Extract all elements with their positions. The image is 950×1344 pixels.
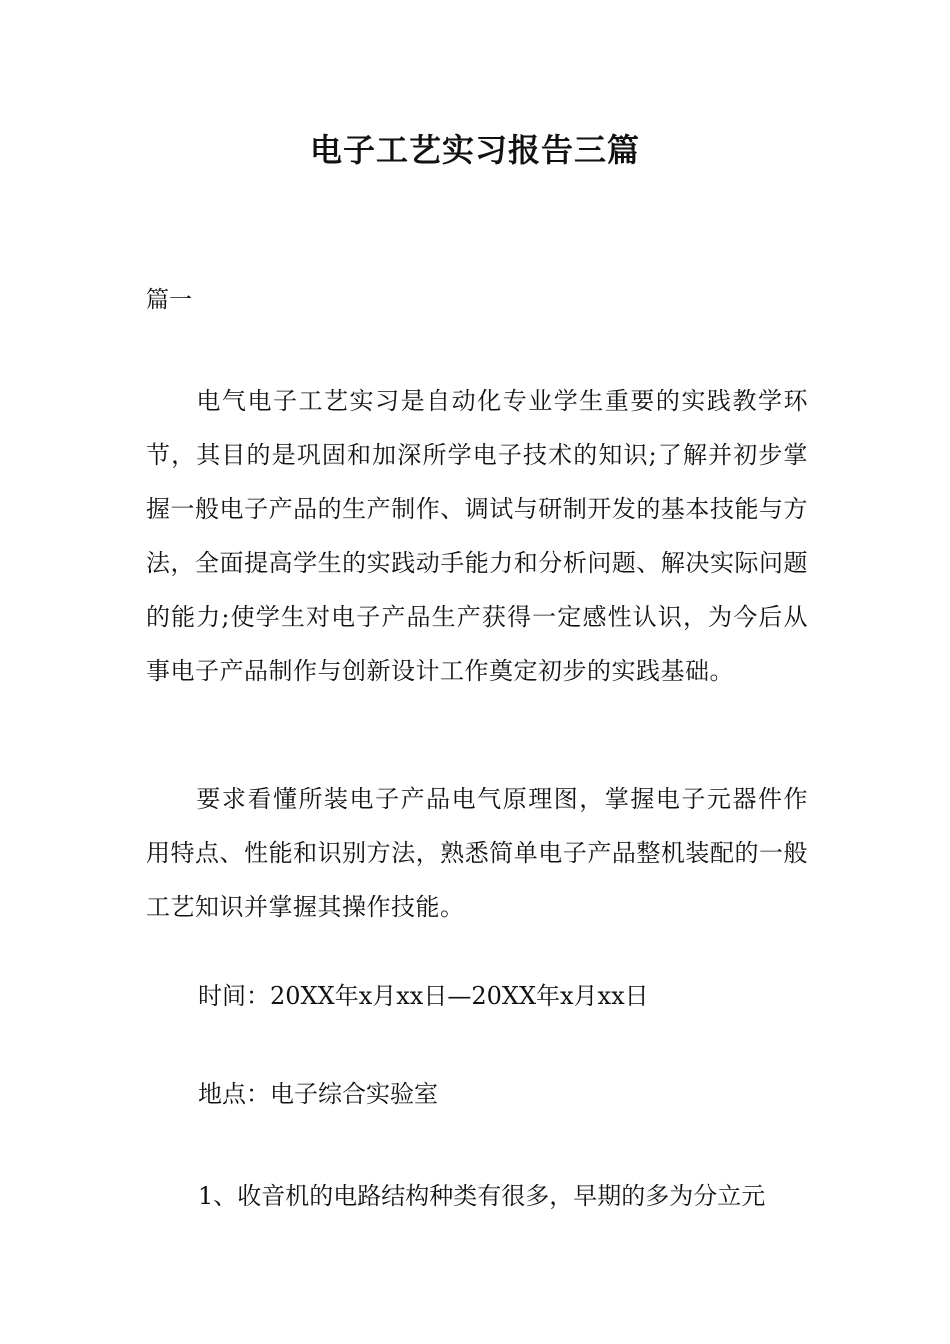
document-title: 电子工艺实习报告三篇	[309, 131, 640, 169]
section-label: 篇一	[146, 287, 192, 313]
paragraph-requirements: 要求看懂所装电子产品电气原理图，掌握电子元器件作用特点、性能和识别方法，熟悉简单电子产品整机装配的一般工艺知识并掌握其操作技能。	[146, 785, 808, 921]
list-item-1: 1、收音机的电路结构种类有很多，早期的多为分立元	[198, 1182, 766, 1210]
place-line: 地点：电子综合实验室	[198, 1080, 438, 1108]
paragraph-intro: 电气电子工艺实习是自动化专业学生重要的实践教学环节，其目的是巩固和加深所学电子技术的知识;了解并初步掌握一般电子产品的生产制作、调试与研制开发的基本技能与方法，全面提高学生的实践动手能力和分析问题、解决实际问题的能力;使学生对电子产品生产获得一定感性认识，为今后从事电子产品制作与创新设计工作奠定初步的实践基础。	[146, 387, 808, 685]
time-line: 时间：20XX年x月xx日—20XX年x月xx日	[198, 982, 649, 1010]
